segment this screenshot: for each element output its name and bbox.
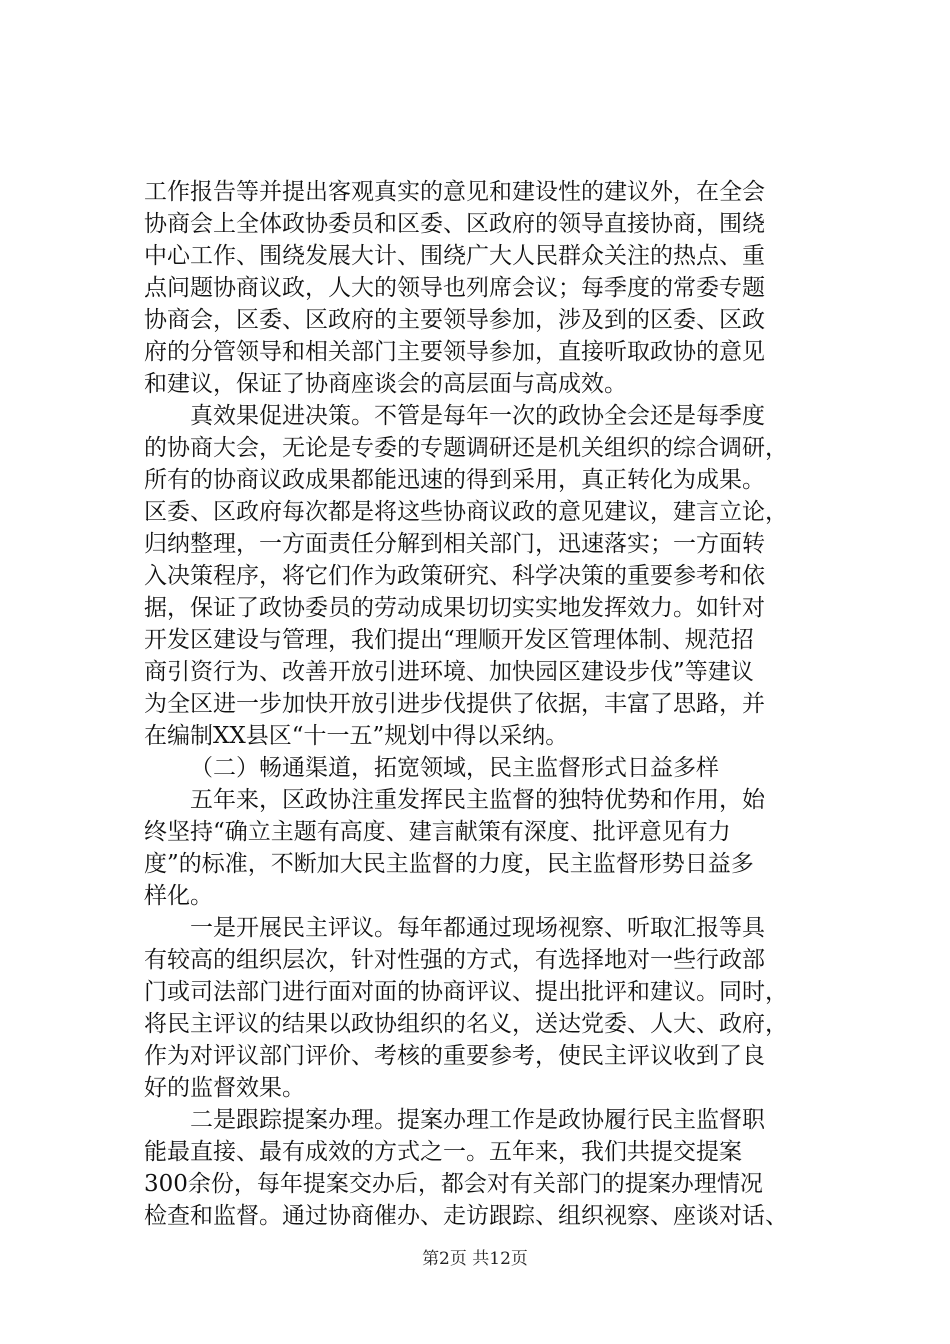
text-line: 度”的标准，不断加大民主监督的力度，民主监督形势日益多 bbox=[144, 851, 754, 877]
text-line: 终坚持“确立主题有高度、建言献策有深度、批评意见有力 bbox=[144, 819, 731, 845]
text-line: 开发区建设与管理，我们提出“理顺开发区管理体制、规范招 bbox=[144, 627, 754, 653]
text-line: 协商会，区委、区政府的主要领导参加，涉及到的区委、区政 bbox=[144, 307, 765, 333]
text-line: 门或司法部门进行面对面的协商评议、提出批评和建议。同时， bbox=[144, 979, 788, 1005]
text-line: 二是跟踪提案办理。提案办理工作是政协履行民主监督职 bbox=[190, 1107, 765, 1133]
text-line: 入决策程序，将它们作为政策研究、科学决策的重要参考和依 bbox=[144, 563, 765, 589]
text-line: 协商会上全体政协委员和区委、区政府的领导直接协商，围绕 bbox=[144, 211, 765, 237]
text-line: 样化。 bbox=[144, 883, 213, 909]
text-line: 一是开展民主评议。每年都通过现场视察、听取汇报等具 bbox=[190, 915, 765, 941]
text-line: 能最直接、最有成效的方式之一。五年来，我们共提交提案 bbox=[144, 1139, 742, 1165]
text-line: 好的监督效果。 bbox=[144, 1075, 305, 1101]
text-line: 商引资行为、改善开放引进环境、加快园区建设步伐”等建议 bbox=[144, 659, 754, 685]
text-line: 300余份，每年提案交办后，都会对有关部门的提案办理情况 bbox=[144, 1171, 763, 1197]
text-line: 归纳整理，一方面责任分解到相关部门，迅速落实；一方面转 bbox=[144, 531, 765, 557]
text-line: 作为对评议部门评价、考核的重要参考，使民主评议收到了良 bbox=[144, 1043, 765, 1069]
text-line: 点问题协商议政，人大的领导也列席会议；每季度的常委专题 bbox=[144, 275, 765, 301]
text-line: 五年来，区政协注重发挥民主监督的独特优势和作用，始 bbox=[190, 787, 765, 813]
text-line: 府的分管领导和相关部门主要领导参加，直接听取政协的意见 bbox=[144, 339, 765, 365]
text-line: 在编制XX县区“十一五”规划中得以采纳。 bbox=[144, 723, 569, 749]
page-footer: 第2页 共12页 bbox=[422, 1249, 528, 1269]
text-line: 为全区进一步加快开放引进步伐提供了依据，丰富了思路，并 bbox=[144, 691, 765, 717]
text-line: 中心工作、围绕发展大计、围绕广大人民群众关注的热点、重 bbox=[144, 243, 765, 269]
text-line: 和建议，保证了协商座谈会的高层面与高成效。 bbox=[144, 371, 627, 397]
text-line: 真效果促进决策。不管是每年一次的政协全会还是每季度 bbox=[190, 403, 765, 429]
text-line: 检查和监督。通过协商催办、走访跟踪、组织视察、座谈对话、 bbox=[144, 1203, 788, 1229]
text-line: 将民主评议的结果以政协组织的名义，送达党委、人大、政府， bbox=[144, 1011, 788, 1037]
text-line: （二）畅通渠道，拓宽领域，民主监督形式日益多样 bbox=[190, 755, 719, 781]
text-line: 区委、区政府每次都是将这些协商议政的意见建议，建言立论， bbox=[144, 499, 788, 525]
text-line: 有较高的组织层次，针对性强的方式，有选择地对一些行政部 bbox=[144, 947, 765, 973]
text-line: 的协商大会，无论是专委的专题调研还是机关组织的综合调研， bbox=[144, 435, 788, 461]
text-line: 工作报告等并提出客观真实的意见和建设性的建议外，在全会 bbox=[144, 179, 765, 205]
body-text bbox=[144, 176, 834, 1232]
text-line: 据，保证了政协委员的劳动成果切切实实地发挥效力。如针对 bbox=[144, 595, 765, 621]
text-line: 所有的协商议政成果都能迅速的得到采用，真正转化为成果。 bbox=[144, 467, 765, 493]
